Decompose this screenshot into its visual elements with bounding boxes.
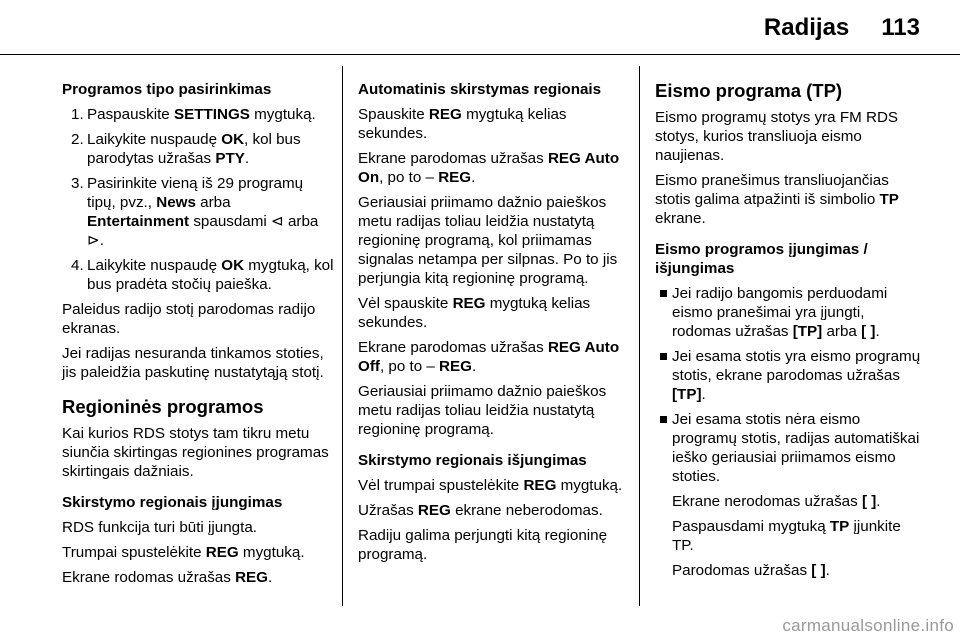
bold-text: [ ]	[811, 562, 826, 579]
triangle-left-icon: ⊲	[271, 213, 284, 230]
paragraph	[358, 476, 634, 495]
text: .	[471, 169, 476, 186]
text: Ekrane parodomas užrašas	[358, 339, 548, 356]
text: Jei radijo bangomis perduodami eismo pranešimai yra įjungti, rodomas užrašas	[672, 285, 888, 340]
paragraph: Geriausiai priimamo dažnio paieškos metu radijas toliau leidžia nustatytą regioninę programą, kol priimamas signalas netampa per silpnas. Po to jis perjungia kitą regioninę programą.	[358, 194, 618, 287]
bullet-square-icon	[660, 290, 667, 297]
text: ekrane.	[655, 210, 706, 227]
steps-list	[62, 105, 334, 294]
bold-text: REG	[205, 544, 239, 561]
step-2	[62, 130, 334, 168]
text: Vėl spauskite	[358, 295, 453, 312]
bullet-square-icon	[660, 416, 667, 423]
bullet-item	[655, 284, 923, 341]
triangle-right-icon: ⊳	[87, 232, 100, 249]
paragraph: RDS funkcija turi būti įjungta.	[62, 519, 257, 536]
step-text: mygtuką, kol bus pradėta stočių paieška.	[87, 257, 334, 293]
paragraph	[655, 561, 923, 580]
heading-tp-onoff: Eismo programos įjungimas / išjungimas	[655, 241, 868, 277]
heading-auto-regional: Automatinis skirstymas regionais	[358, 81, 602, 98]
step-text: Laikykite nuspaudę	[87, 257, 222, 274]
step-text: Paspauskite	[87, 106, 174, 123]
bold-text: REG	[417, 502, 451, 519]
step-text: .	[99, 232, 104, 249]
column-divider-1	[342, 66, 343, 606]
step-bold: OK	[221, 131, 245, 148]
header-rule	[0, 54, 960, 55]
column-1	[62, 80, 334, 593]
step-number: 2.	[71, 131, 84, 148]
heading-regional-disable: Skirstymo regionais išjungimas	[358, 452, 587, 469]
text: .	[876, 493, 881, 510]
text: Parodomas užrašas	[672, 562, 812, 579]
text: .	[701, 386, 706, 403]
text: .	[471, 358, 477, 375]
text: ekrane neberodomas.	[450, 502, 603, 519]
heading-program-type: Programos tipo pasirinkimas	[62, 81, 272, 98]
column-divider-2	[639, 66, 640, 606]
step-bold: News	[156, 194, 196, 211]
text: Ekrane parodomas užrašas	[358, 150, 548, 167]
text: Ekrane rodomas užrašas	[62, 569, 236, 586]
step-bold: Entertainment	[87, 213, 190, 230]
bold-text: REG	[439, 358, 472, 375]
watermark-link[interactable]: carmanualsonline.info	[782, 616, 954, 635]
heading-regional-programs: Regioninės programos	[62, 396, 264, 417]
bold-text: REG	[235, 569, 268, 586]
text: Jei esama stotis yra eismo programų stotis, ekrane parodomas užrašas	[672, 348, 921, 384]
text: .	[267, 569, 273, 586]
bold-text: REG	[523, 477, 557, 494]
bold-text: TP	[829, 518, 850, 535]
paragraph	[358, 149, 634, 187]
paragraph	[62, 543, 334, 562]
text: mygtuką.	[238, 544, 305, 561]
text: Spauskite	[358, 106, 429, 123]
bold-text: [ ]	[861, 323, 876, 340]
paragraph: Jei radijas nesuranda tinkamos stoties, jis paleidžia paskutinę nustatytąją stotį.	[62, 345, 324, 381]
step-1	[62, 105, 334, 124]
bold-text: [TP]	[672, 386, 702, 403]
text: Jei esama stotis nėra eismo programų stotis, radijas automatiškai ieško geriausiai priimamos eismo stoties.	[672, 411, 920, 485]
paragraph	[358, 294, 634, 332]
bold-text: [TP]	[792, 323, 823, 340]
step-4	[62, 256, 334, 294]
step-text: mygtuką.	[249, 106, 316, 123]
text: Užrašas	[358, 502, 418, 519]
bullet-list	[655, 284, 923, 486]
bold-text: REG Auto On	[358, 150, 620, 186]
text: .	[825, 562, 830, 579]
step-number: 4.	[71, 257, 84, 274]
column-2	[358, 80, 634, 570]
paragraph	[655, 171, 923, 228]
step-number: 1.	[71, 106, 84, 123]
text: Paspausdami mygtuką	[672, 518, 830, 535]
paragraph: Geriausiai priimamo dažnio paieškos metu radijas toliau leidžia nustatytą regioninę programą.	[358, 383, 607, 438]
bold-text: REG	[438, 169, 472, 186]
step-text: .	[244, 150, 250, 167]
step-text: arba	[283, 213, 319, 230]
heading-regional-enable: Skirstymo regionais įjungimas	[62, 494, 283, 511]
paragraph: Radiju galima perjungti kitą regioninę programą.	[358, 527, 608, 563]
paragraph	[62, 568, 334, 587]
text: mygtuką kelias sekundes.	[358, 106, 567, 142]
paragraph	[655, 517, 923, 555]
text: Eismo pranešimus transliuojančias stotis galima atpažinti iš simbolio	[655, 172, 889, 208]
text: , po to –	[379, 169, 439, 186]
paragraph	[358, 501, 634, 520]
text: mygtuką.	[556, 477, 623, 494]
step-bold: SETTINGS	[173, 106, 250, 123]
page-number: 113	[881, 14, 920, 41]
step-number: 3.	[71, 175, 84, 192]
page-header	[764, 10, 920, 46]
step-text: , kol bus parodytas užrašas	[87, 131, 301, 167]
step-3	[62, 174, 334, 250]
text: Ekrane nerodomas užrašas	[672, 493, 862, 510]
text: Trumpai spustelėkite	[62, 544, 206, 561]
bold-text: REG	[428, 106, 462, 123]
step-text: arba	[195, 194, 231, 211]
step-text: spausdami	[189, 213, 271, 230]
text: arba	[822, 323, 862, 340]
paragraph	[358, 105, 634, 143]
step-bold: OK	[221, 257, 245, 274]
bullet-item	[655, 347, 923, 404]
text: , po to –	[379, 358, 440, 375]
bold-text: REG	[452, 295, 486, 312]
text: Vėl trumpai spustelėkite	[358, 477, 524, 494]
bold-text: TP	[879, 191, 899, 208]
text: mygtuką kelias sekundes.	[358, 295, 591, 331]
step-text: Pasirinkite vieną iš 29 programų tipų, pvz.,	[87, 175, 304, 211]
bullet-square-icon	[660, 353, 667, 360]
paragraph	[655, 492, 923, 511]
bold-text: REG Auto Off	[358, 339, 620, 375]
paragraph: Kai kurios RDS stotys tam tikru metu siunčia skirtingas regionines programas skirtingais dažniais.	[62, 425, 329, 480]
bold-text: [ ]	[861, 493, 877, 510]
section-title: Radijas	[763, 14, 850, 41]
paragraph: Eismo programų stotys yra FM RDS stotys, kurios transliuoja eismo naujienas.	[655, 109, 899, 164]
step-text: Laikykite nuspaudę	[87, 131, 222, 148]
text: įjunkite TP.	[672, 518, 901, 554]
bullet-item	[655, 410, 923, 486]
step-bold: PTY	[215, 150, 245, 167]
heading-traffic-program: Eismo programa (TP)	[655, 80, 843, 101]
paragraph: Paleidus radijo stotį parodomas radijo ekranas.	[62, 301, 316, 337]
paragraph	[358, 338, 634, 376]
column-3	[655, 80, 923, 586]
text: .	[875, 323, 880, 340]
